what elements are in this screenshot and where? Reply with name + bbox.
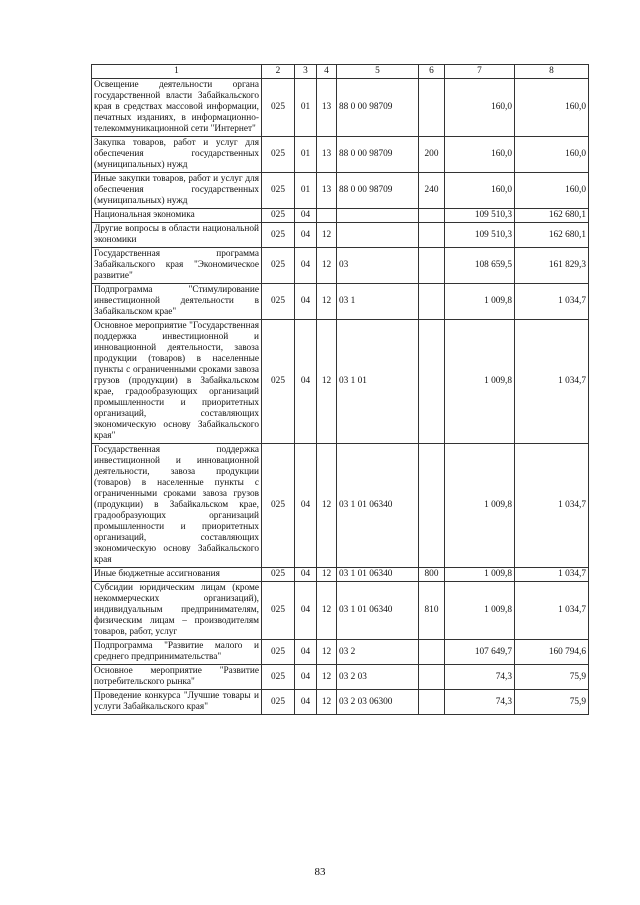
table-row <box>92 248 589 284</box>
row-amount-2019-cell: 160,0 <box>515 79 589 137</box>
row-expense-type-cell <box>419 248 445 284</box>
row-amount-2018-cell: 160,0 <box>445 137 515 173</box>
row-section-cell: 04 <box>295 248 317 284</box>
row-target-code-cell: 03 2 03 <box>337 665 419 690</box>
row-subsection-cell: 12 <box>317 568 337 582</box>
page-number: 83 <box>314 866 326 878</box>
budget-table <box>91 64 589 715</box>
table-row <box>92 640 589 665</box>
row-target-code-cell: 03 1 01 06340 <box>337 568 419 582</box>
row-expense-type-cell <box>419 223 445 248</box>
table-row <box>92 223 589 248</box>
table-row <box>92 320 589 444</box>
row-amount-2018-cell: 1 009,8 <box>445 284 515 320</box>
row-subsection-cell: 12 <box>317 444 337 568</box>
row-expense-type-cell: 240 <box>419 173 445 209</box>
row-name-cell: Подпрограмма "Развитие малого и среднего предпринимательства" <box>92 640 262 665</box>
row-amount-2018-cell: 160,0 <box>445 79 515 137</box>
row-amount-2018-cell: 1 009,8 <box>445 444 515 568</box>
row-amount-2019-cell: 160,0 <box>515 137 589 173</box>
row-amount-2019-cell: 160 794,6 <box>515 640 589 665</box>
row-subsection-cell <box>317 209 337 223</box>
row-target-code-cell: 88 0 00 98709 <box>337 79 419 137</box>
row-amount-2019-cell: 75,9 <box>515 665 589 690</box>
row-target-code-cell: 03 <box>337 248 419 284</box>
table-row <box>92 209 589 223</box>
row-amount-2018-cell: 74,3 <box>445 690 515 715</box>
row-section-cell: 04 <box>295 320 317 444</box>
row-amount-2019-cell: 162 680,1 <box>515 223 589 248</box>
header-cell: 1 <box>92 65 262 79</box>
row-expense-type-cell <box>419 79 445 137</box>
table-row <box>92 665 589 690</box>
row-subsection-cell: 12 <box>317 665 337 690</box>
row-target-code-cell: 88 0 00 98709 <box>337 137 419 173</box>
row-admin-code-cell: 025 <box>262 690 295 715</box>
row-name-cell: Иные закупки товаров, работ и услуг для обеспечения государственных (муниципальных) нужд <box>92 173 262 209</box>
row-target-code-cell <box>337 223 419 248</box>
row-amount-2019-cell: 1 034,7 <box>515 568 589 582</box>
row-admin-code-cell: 025 <box>262 223 295 248</box>
row-name-cell: Государственная поддержка инвестиционной и инновационной деятельности, завоза продукции (товаров) в населенные пункты с ограниченными сроками завоза грузов (продукции) в Забайкальском крае, градообразующих организаций промышленности и приоритетных организаций, составляющих экономическую основу Забайкальского края <box>92 444 262 568</box>
row-section-cell: 04 <box>295 640 317 665</box>
row-admin-code-cell: 025 <box>262 320 295 444</box>
row-admin-code-cell: 025 <box>262 284 295 320</box>
row-amount-2019-cell: 1 034,7 <box>515 582 589 640</box>
table-row <box>92 79 589 137</box>
row-expense-type-cell <box>419 284 445 320</box>
table-row <box>92 137 589 173</box>
row-name-cell: Государственная программа Забайкальского края "Экономическое развитие" <box>92 248 262 284</box>
header-cell: 8 <box>515 65 589 79</box>
row-target-code-cell <box>337 209 419 223</box>
row-target-code-cell: 03 1 <box>337 284 419 320</box>
row-amount-2018-cell: 109 510,3 <box>445 209 515 223</box>
table-row <box>92 173 589 209</box>
row-target-code-cell: 88 0 00 98709 <box>337 173 419 209</box>
row-name-cell: Освещение деятельности органа государственной власти Забайкальского края в средствах массовой информации, печатных изданиях, в информационно-телекоммуникационной сети "Интернет" <box>92 79 262 137</box>
row-admin-code-cell: 025 <box>262 582 295 640</box>
row-name-cell: Проведение конкурса "Лучшие товары и услуги Забайкальского края" <box>92 690 262 715</box>
row-subsection-cell: 12 <box>317 284 337 320</box>
row-target-code-cell: 03 2 03 06300 <box>337 690 419 715</box>
row-name-cell: Иные бюджетные ассигнования <box>92 568 262 582</box>
row-expense-type-cell <box>419 690 445 715</box>
row-amount-2018-cell: 160,0 <box>445 173 515 209</box>
row-admin-code-cell: 025 <box>262 568 295 582</box>
row-expense-type-cell <box>419 640 445 665</box>
row-section-cell: 01 <box>295 79 317 137</box>
row-amount-2018-cell: 1 009,8 <box>445 582 515 640</box>
row-name-cell: Субсидии юридическим лицам (кроме некоммерческих организаций), индивидуальным предпринимателям, физическим лицам – производителям товаров, работ, услуг <box>92 582 262 640</box>
row-admin-code-cell: 025 <box>262 79 295 137</box>
row-amount-2018-cell: 1 009,8 <box>445 568 515 582</box>
row-subsection-cell: 13 <box>317 137 337 173</box>
row-subsection-cell: 12 <box>317 223 337 248</box>
row-amount-2018-cell: 108 659,5 <box>445 248 515 284</box>
row-expense-type-cell <box>419 665 445 690</box>
row-name-cell: Основное мероприятие "Развитие потребительского рынка" <box>92 665 262 690</box>
row-amount-2018-cell: 109 510,3 <box>445 223 515 248</box>
row-expense-type-cell: 200 <box>419 137 445 173</box>
row-subsection-cell: 12 <box>317 248 337 284</box>
table-row <box>92 568 589 582</box>
row-name-cell: Другие вопросы в области национальной экономики <box>92 223 262 248</box>
row-amount-2019-cell: 1 034,7 <box>515 284 589 320</box>
row-target-code-cell: 03 1 01 <box>337 320 419 444</box>
row-amount-2019-cell: 75,9 <box>515 690 589 715</box>
table-header-row <box>92 65 589 79</box>
row-name-cell: Основное мероприятие "Государственная поддержка инвестиционной и инновационной деятельности, завоза продукции (товаров) в населенные пункты с ограниченными сроками завоза грузов (продукции) в Забайкальском крае, градообразующих организаций промышленности и приоритетных организаций, составляющих экономическую основу Забайкальского края" <box>92 320 262 444</box>
row-admin-code-cell: 025 <box>262 209 295 223</box>
row-amount-2019-cell: 162 680,1 <box>515 209 589 223</box>
row-section-cell: 04 <box>295 568 317 582</box>
row-name-cell: Национальная экономика <box>92 209 262 223</box>
table-row <box>92 690 589 715</box>
row-section-cell: 01 <box>295 173 317 209</box>
row-admin-code-cell: 025 <box>262 137 295 173</box>
row-subsection-cell: 12 <box>317 640 337 665</box>
row-admin-code-cell: 025 <box>262 640 295 665</box>
row-amount-2018-cell: 107 649,7 <box>445 640 515 665</box>
row-admin-code-cell: 025 <box>262 173 295 209</box>
row-name-cell: Закупка товаров, работ и услуг для обеспечения государственных (муниципальных) нужд <box>92 137 262 173</box>
header-cell: 3 <box>295 65 317 79</box>
row-expense-type-cell <box>419 209 445 223</box>
row-target-code-cell: 03 2 <box>337 640 419 665</box>
row-expense-type-cell <box>419 444 445 568</box>
row-target-code-cell: 03 1 01 06340 <box>337 582 419 640</box>
row-subsection-cell: 13 <box>317 79 337 137</box>
row-section-cell: 01 <box>295 137 317 173</box>
header-cell: 6 <box>419 65 445 79</box>
row-amount-2019-cell: 1 034,7 <box>515 320 589 444</box>
row-section-cell: 04 <box>295 223 317 248</box>
row-target-code-cell: 03 1 01 06340 <box>337 444 419 568</box>
row-expense-type-cell: 800 <box>419 568 445 582</box>
row-admin-code-cell: 025 <box>262 665 295 690</box>
row-section-cell: 04 <box>295 444 317 568</box>
table-row <box>92 444 589 568</box>
header-cell: 5 <box>337 65 419 79</box>
row-amount-2018-cell: 74,3 <box>445 665 515 690</box>
row-section-cell: 04 <box>295 582 317 640</box>
row-section-cell: 04 <box>295 284 317 320</box>
header-cell: 4 <box>317 65 337 79</box>
table-row <box>92 284 589 320</box>
row-section-cell: 04 <box>295 690 317 715</box>
row-expense-type-cell: 810 <box>419 582 445 640</box>
row-amount-2019-cell: 160,0 <box>515 173 589 209</box>
row-subsection-cell: 12 <box>317 690 337 715</box>
row-section-cell: 04 <box>295 209 317 223</box>
row-amount-2018-cell: 1 009,8 <box>445 320 515 444</box>
header-cell: 2 <box>262 65 295 79</box>
row-amount-2019-cell: 1 034,7 <box>515 444 589 568</box>
row-admin-code-cell: 025 <box>262 444 295 568</box>
header-cell: 7 <box>445 65 515 79</box>
row-amount-2019-cell: 161 829,3 <box>515 248 589 284</box>
row-section-cell: 04 <box>295 665 317 690</box>
table-row <box>92 582 589 640</box>
row-expense-type-cell <box>419 320 445 444</box>
row-subsection-cell: 12 <box>317 320 337 444</box>
row-subsection-cell: 12 <box>317 582 337 640</box>
row-name-cell: Подпрограмма "Стимулирование инвестиционной деятельности в Забайкальском крае" <box>92 284 262 320</box>
row-admin-code-cell: 025 <box>262 248 295 284</box>
row-subsection-cell: 13 <box>317 173 337 209</box>
